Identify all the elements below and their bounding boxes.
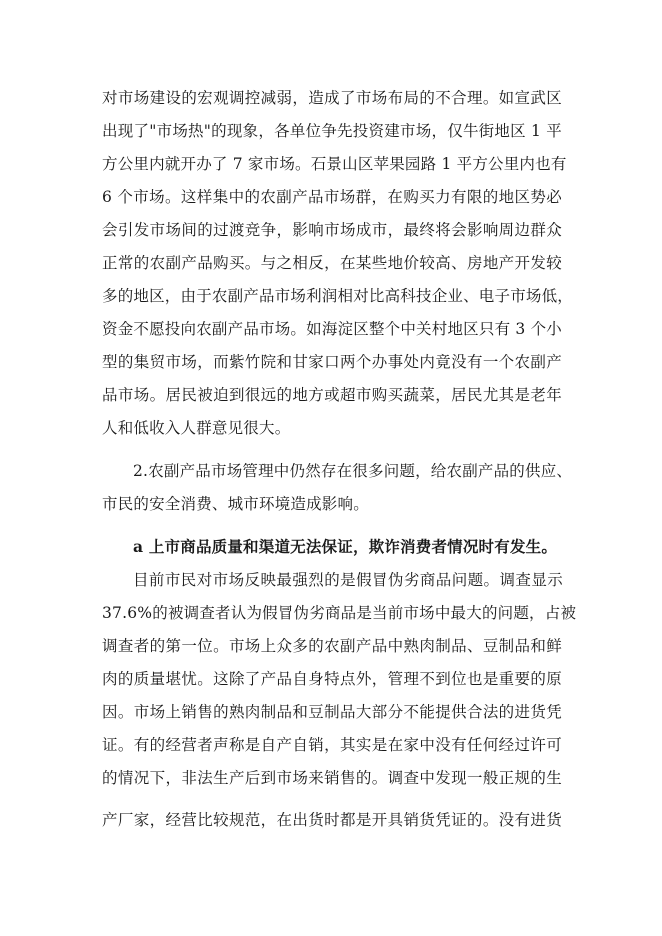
text-line: 证。有的经营者声称是自产自销，其实是在家中没有任何经过许可: [102, 736, 562, 754]
text-line: 的情况下，非法生产后到市场来销售的。调查中发现一般正规的生: [102, 769, 562, 787]
text-line: 肉的质量堪忧。这除了产品自身特点外，管理不到位也是重要的原: [102, 670, 562, 688]
text-line: 型的集贸市场，而紫竹院和甘家口两个办事处内竟没有一个农副产: [102, 353, 562, 371]
text-line: 品市场。居民被迫到很远的地方或超市购买蔬菜，居民尤其是老年: [102, 386, 562, 404]
section-heading: 市民的安全消费、城市环境造成影响。: [102, 495, 369, 513]
text-line: 因。市场上销售的熟肉制品和豆制品大部分不能提供合法的进货凭: [102, 703, 562, 721]
text-line: 人和低收入人群意见很大。: [102, 419, 291, 437]
text-line: 调查者的第一位。市场上众多的农副产品中熟肉制品、豆制品和鲜: [102, 637, 562, 655]
text-line: 37.6%的被调查者认为假冒伪劣商品是当前市场中最大的问题，占被: [102, 604, 577, 622]
text-line: 产厂家，经营比较规范，在出货时都是开具销货凭证的。没有进货: [102, 811, 562, 829]
text-line: 目前市民对市场反映最强烈的是假冒伪劣商品问题。调查显示: [133, 571, 563, 589]
text-line: 多的地区，由于农副产品市场利润相对比高科技企业、电子市场低，: [102, 287, 574, 305]
section-heading: 2.农副产品市场管理中仍然存在很多问题，给农副产品的供应、: [133, 462, 573, 480]
text-line: 正常的农副产品购买。与之相反，在某些地价较高、房地产开发较: [102, 254, 562, 272]
text-line: 6 个市场。这样集中的农副产品市场群，在购买力有限的地区势必: [102, 188, 562, 206]
text-line: 资金不愿投向农副产品市场。如海淀区整个中关村地区只有 3 个小: [102, 320, 562, 338]
subsection-heading: a 上市商品质量和渠道无法保证，欺诈消费者情况时有发生。: [133, 537, 558, 556]
text-line: 方公里内就开办了 7 家市场。石景山区苹果园路 1 平方公里内也有: [102, 155, 567, 173]
text-line: 对市场建设的宏观调控减弱，造成了市场布局的不合理。如宣武区: [102, 89, 562, 107]
text-line: 出现了"市场热"的现象，各单位争先投资建市场，仅牛街地区 1 平: [102, 122, 562, 140]
text-line: 会引发市场间的过渡竞争，影响市场成市，最终将会影响周边群众: [102, 221, 562, 239]
